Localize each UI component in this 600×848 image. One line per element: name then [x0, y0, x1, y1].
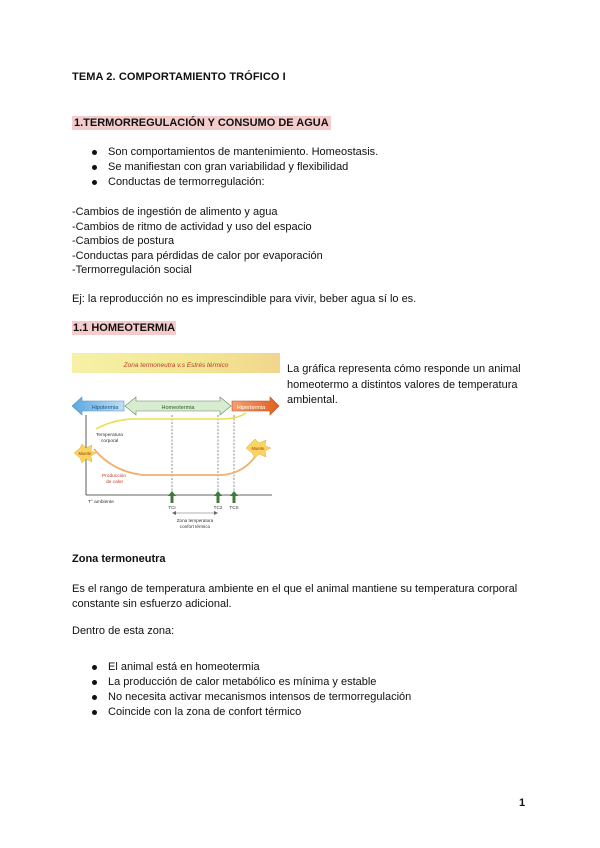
document-title: TEMA 2. COMPORTAMIENTO TRÓFICO I: [72, 71, 286, 83]
tick-tc2: TC2: [213, 505, 223, 510]
figure-caption: La gráfica representa cómo responde un animal homeotermo a distintos valores de temperatura ambiental.: [287, 363, 521, 406]
list-item: La producción de calor metabólico es mínima y estable: [72, 675, 411, 690]
zona-confort-label-1: Zona temperatura: [176, 518, 214, 523]
conductas-list: [72, 205, 323, 278]
section-heading-termorregulacion: 1.TERMORREGULACIÓN Y CONSUMO DE AGUA: [74, 117, 329, 129]
thermoneutral-diagram: [72, 353, 284, 538]
muerte-right-label: Muerte: [251, 446, 265, 451]
section-heading-homeotermia: 1.1 HOMEOTERMIA: [73, 322, 176, 334]
muerte-left-label: Muerte: [78, 451, 92, 456]
homeotermia-figure: [72, 353, 284, 541]
conducta-line: -Cambios de ritmo de actividad y uso del espacio: [72, 220, 312, 233]
hipotermia-label: Hipotermia: [91, 405, 119, 411]
temp-corporal-label-2: corporal: [101, 439, 119, 444]
hipertermia-label: Hipertermia: [236, 405, 266, 411]
list-item: Conductas de termorregulación:: [72, 175, 378, 190]
produccion-calor-curve: [94, 449, 260, 475]
tick-tci: TCI: [168, 505, 176, 510]
list-item: Son comportamientos de mantenimiento. Homeostasis.: [72, 145, 378, 160]
zona-paragraph: Es el rango de temperatura ambiente en el que el animal mantiene su temperatura corporal constante sin esfuerzo adicional.: [72, 583, 518, 610]
temp-corporal-label-1: Temperatura: [96, 433, 123, 438]
x-axis-label: T° ambiente: [88, 500, 114, 505]
list-item: Se manifiestan con gran variabilidad y flexibilidad: [72, 160, 378, 175]
conducta-line: -Conductas para pérdidas de calor por evaporación: [72, 249, 323, 262]
temperatura-corporal-line: [96, 413, 246, 429]
example-paragraph: Ej: la reproducción no es imprescindible para vivir, beber agua sí lo es.: [72, 293, 417, 305]
conducta-line: -Cambios de ingestión de alimento y agua: [72, 206, 278, 218]
produccion-label-1: Producción: [102, 474, 126, 479]
tick-tcs: TCS: [229, 505, 239, 510]
zona-confort-label-2: confort térmico: [179, 524, 211, 529]
conducta-line: -Termorregulación social: [72, 264, 192, 277]
list-item: Coincide con la zona de confort térmico: [72, 705, 411, 720]
list-item: No necesita activar mecanismos intensos de termorregulación: [72, 690, 411, 705]
zona-termoneutra-heading: Zona termoneutra: [72, 553, 166, 565]
bullet-list-zona: [72, 660, 411, 720]
zona-intro: Dentro de esta zona:: [72, 625, 175, 637]
conducta-line: -Cambios de postura: [72, 235, 175, 248]
list-item: El animal está en homeotermia: [72, 660, 411, 675]
produccion-label-2: de calor: [106, 480, 124, 485]
homeotermia-label: Homeotermia: [161, 405, 195, 411]
page-number: 1: [519, 797, 526, 809]
banner-text: Zona termoneutra v.s Estrés térmico: [123, 362, 229, 369]
tick-arrows: [168, 491, 238, 503]
bullet-list-intro: [72, 145, 378, 190]
